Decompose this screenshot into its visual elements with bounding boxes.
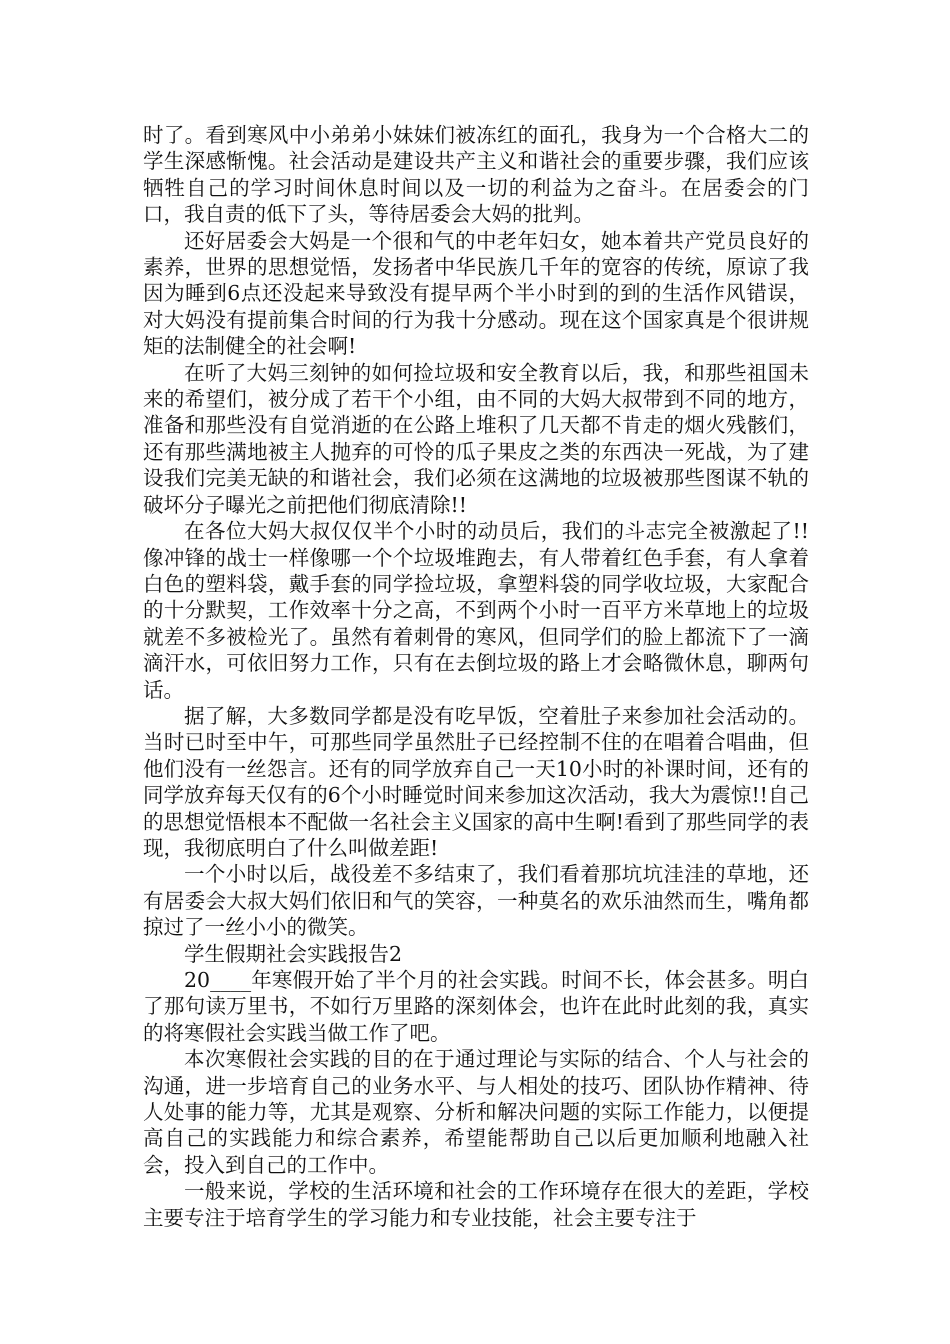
paragraph: 在听了大妈三刻钟的如何捡垃圾和安全教育以后，我，和那些祖国未来的希望们，被分成了若干个小组，由不同的大妈大叔带到不同的地方，准备和那些没有自觉消逝的在公路上堆积了几天都不肯走的烟火残骸们，还有那些满地被主人抛弃的可怜的瓜子果皮之类的东西决一死战，为了建设我们完美无缺的和谐社会，我们必须在这满地的垃圾被那些图谋不轨的破坏分子曝光之前把他们彻底清除!! [143, 360, 809, 517]
document-body [143, 122, 809, 1231]
paragraph: 在各位大妈大叔仅仅半个小时的动员后，我们的斗志完全被激起了!!像冲锋的战士一样像哪一个个垃圾堆跑去，有人带着红色手套，有人拿着白色的塑料袋，戴手套的同学捡垃圾，拿塑料袋的同学收垃圾，大家配合的十分默契，工作效率十分之高，不到两个小时一百平方米草地上的垃圾就差不多被检光了。虽然有着刺骨的寒风，但同学们的脸上都流下了一滴滴汗水，可依旧努力工作，只有在去倒垃圾的路上才会略微休息，聊两句话。 [143, 519, 809, 702]
section-heading: 学生假期社会实践报告2 [184, 941, 403, 966]
paragraph: 还好居委会大妈是一个很和气的中老年妇女，她本着共产党员良好的素养，世界的思想觉悟，发扬者中华民族几千年的宽容的传统，原谅了我因为睡到6点还没起来导致没有提早两个半小时到的到的生活作风错误，对大妈没有提前集合时间的行为我十分感动。现在这个国家真是个很讲规矩的法制健全的社会啊! [143, 228, 809, 359]
paragraph: 一个小时以后，战役差不多结束了，我们看着那坑坑洼洼的草地，还有居委会大叔大妈们依旧和气的笑容，一种莫名的欢乐油然而生，嘴角都掠过了一丝小小的微笑。 [143, 862, 809, 940]
paragraph: 本次寒假社会实践的目的在于通过理论与实际的结合、个人与社会的沟通，进一步培育自己的业务水平、与人相处的技巧、团队协作精神、待人处事的能力等，尤其是观察、分析和解决问题的实际工作能力，以便提高自己的实践能力和综合素养，希望能帮助自己以后更加顺利地融入社会，投入到自己的工作中。 [143, 1047, 809, 1177]
paragraph: 据了解，大多数同学都是没有吃早饭，空着肚子来参加社会活动的。当时已时至中午，可那些同学虽然肚子已经控制不住的在唱着合唱曲，但他们没有一丝怨言。还有的同学放弃自己一天10小时的补课时间，还有的同学放弃每天仅有的6个小时睡觉时间来参加这次活动，我大为震惊!!自己的思想觉悟根本不配做一名社会主义国家的高中生啊!看到了那些同学的表现，我彻底明白了什么叫做差距! [143, 703, 809, 860]
paragraph: 20____年寒假开始了半个月的社会实践。时间不长，体会甚多。明白了那句读万里书，不如行万里路的深刻体会，也许在此时此刻的我，真实的将寒假社会实践当做工作了吧。 [143, 968, 809, 1045]
paragraph: 一般来说，学校的生活环境和社会的工作环境存在很大的差距，学校主要专注于培育学生的学习能力和专业技能，社会主要专注于 [143, 1179, 809, 1230]
paragraph: 时了。看到寒风中小弟弟小妹妹们被冻红的面孔，我身为一个合格大二的学生深感惭愧。社会活动是建设共产主义和谐社会的重要步骤，我们应该牺牲自己的学习时间休息时间以及一切的利益为之奋斗。在居委会的门口，我自责的低下了头，等待居委会大妈的批判。 [143, 123, 809, 227]
